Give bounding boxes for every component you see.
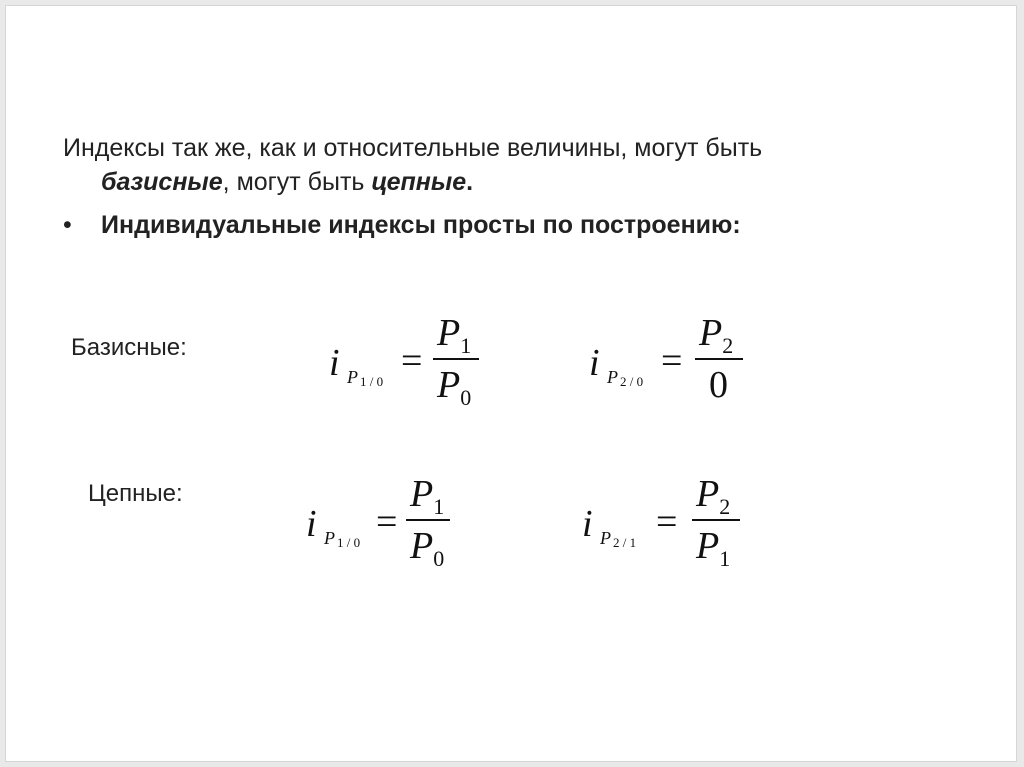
- fraction-bar: [433, 358, 479, 360]
- bullet-marker: •: [63, 211, 72, 239]
- numerator: [410, 472, 444, 520]
- equals-sign: =: [656, 501, 678, 543]
- numerator: [696, 472, 730, 520]
- denominator: [410, 524, 444, 572]
- index-symbol: i: [329, 342, 340, 384]
- equals-sign: =: [376, 501, 398, 543]
- fraction-bar: [406, 519, 450, 521]
- denominator-value: 0: [709, 364, 728, 406]
- denominator: [696, 524, 730, 572]
- formula-basis-1: [329, 311, 499, 411]
- chain-term: цепные: [371, 168, 467, 196]
- formula-basis-2: [589, 311, 759, 411]
- formula-chain-2: [582, 472, 762, 572]
- chain-label: Цепные:: [88, 480, 183, 507]
- numerator-index: 2: [719, 494, 731, 519]
- basis-term: базисные: [101, 168, 223, 196]
- numerator: [699, 311, 733, 359]
- denominator: [437, 363, 471, 411]
- index-subsubscript: 1 / 0: [360, 374, 384, 389]
- index-subsubscript: 1 / 0: [337, 535, 361, 550]
- numerator-symbol: P: [437, 312, 461, 354]
- formula-chain-1: [306, 472, 476, 572]
- fraction-bar: [695, 358, 743, 360]
- index-subsubscript: 2 / 1: [613, 535, 637, 550]
- intro-line-continued: [101, 167, 473, 197]
- denominator-symbol: P: [696, 525, 720, 567]
- intro-text: Индексы так же, как и относительные величины, могут быть: [63, 134, 763, 162]
- index-symbol: i: [589, 342, 600, 384]
- equals-sign: =: [661, 340, 683, 382]
- index-subscript: P: [600, 528, 611, 548]
- index-subsubscript: 2 / 0: [620, 374, 644, 389]
- index-symbol: i: [306, 503, 317, 545]
- fraction-bar: [692, 519, 740, 521]
- numerator: [437, 311, 471, 359]
- numerator-index: 2: [722, 333, 734, 358]
- basis-label: Базисные:: [71, 334, 187, 361]
- index-subscript: P: [347, 367, 358, 387]
- denominator-index: 0: [460, 385, 472, 410]
- bullet-text: Индивидуальные индексы просты по построению:: [101, 211, 741, 239]
- connector-text: , могут быть: [222, 168, 372, 196]
- denominator: [709, 363, 728, 407]
- index-symbol: i: [582, 503, 593, 545]
- denominator-symbol: P: [437, 364, 461, 406]
- equals-sign: =: [401, 340, 423, 382]
- index-subscript: P: [607, 367, 618, 387]
- intro-line: [63, 133, 762, 163]
- numerator-index: 1: [433, 494, 445, 519]
- numerator-symbol: P: [410, 473, 434, 515]
- slide: [5, 5, 1017, 762]
- numerator-symbol: P: [699, 312, 723, 354]
- period: .: [466, 168, 474, 196]
- numerator-symbol: P: [696, 473, 720, 515]
- numerator-index: 1: [460, 333, 472, 358]
- index-subscript: P: [324, 528, 335, 548]
- denominator-index: 0: [433, 546, 445, 571]
- denominator-symbol: P: [410, 525, 434, 567]
- denominator-index: 1: [719, 546, 731, 571]
